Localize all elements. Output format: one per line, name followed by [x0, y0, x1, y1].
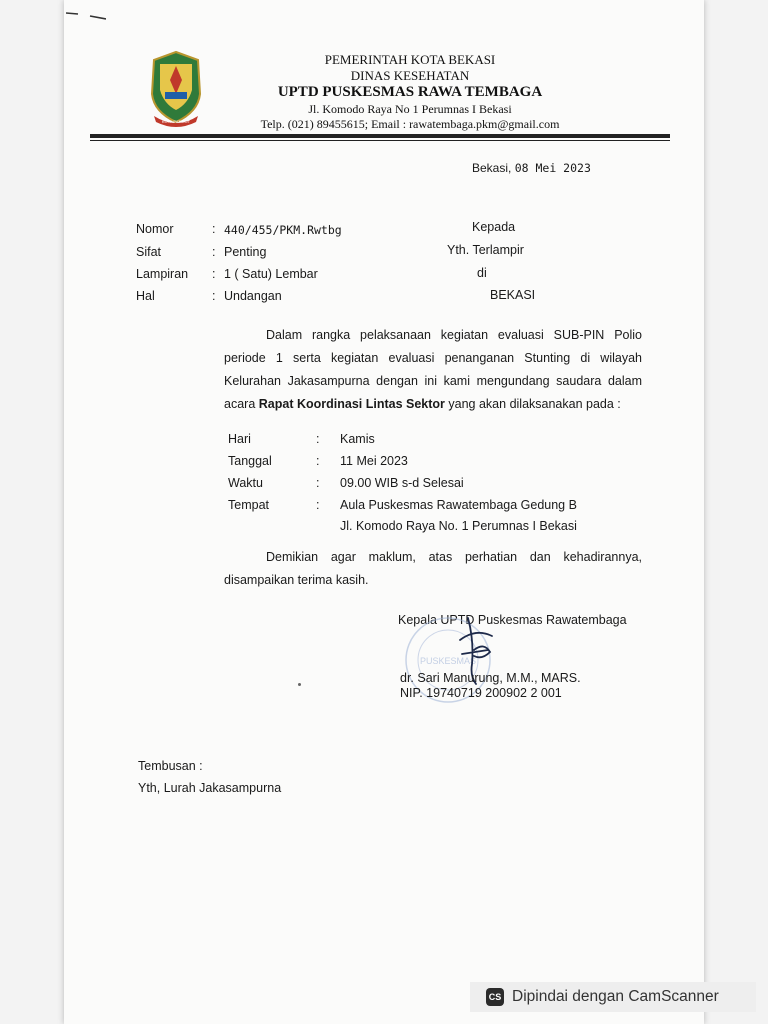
letter-date: [472, 161, 591, 175]
scan-mark: [66, 10, 106, 20]
meta-sep: :: [212, 245, 216, 259]
meta-key: Lampiran: [136, 267, 189, 281]
meta-sep: :: [212, 222, 216, 236]
letterhead-government: PEMERINTAH KOTA BEKASI: [324, 52, 496, 67]
meta-value: Undangan: [224, 289, 282, 303]
letterhead-institution: UPTD PUSKESMAS RAWA TEMBAGA: [277, 84, 543, 100]
detail-value: 11 Mei 2023: [340, 454, 408, 468]
meta-key: Nomor: [136, 222, 174, 236]
detail-key: Hari: [228, 432, 251, 446]
event-name: Rapat Koordinasi Lintas Sektor: [258, 397, 445, 411]
scan-speck: [298, 683, 301, 686]
signatory-name: dr. Sari Manurung, M.M., MARS.: [400, 671, 581, 685]
recipient-at: di: [477, 266, 487, 280]
body-paragraph: [224, 324, 642, 416]
detail-sep: :: [316, 498, 320, 512]
detail-value: Jl. Komodo Raya No. 1 Perumnas I Bekasi: [340, 519, 577, 533]
meta-key: Hal: [136, 289, 155, 303]
carbon-copy: [138, 755, 281, 799]
letterhead-rule: [90, 134, 670, 138]
detail-key: Waktu: [228, 476, 263, 490]
letterhead-contact: Telp. (021) 89455615; Email : rawatembaga.pkm@gmail.com: [260, 117, 560, 131]
recipient-to: Kepada: [472, 220, 516, 234]
letterhead-department: DINAS KESEHATAN: [350, 68, 470, 83]
scan-background-left: [0, 0, 64, 1024]
detail-key: Tempat: [228, 498, 269, 512]
detail-value: Kamis: [340, 432, 375, 446]
meta-value: 1 ( Satu) Lembar: [224, 267, 318, 281]
closing-paragraph: Demikian agar maklum, atas perhatian dan kehadirannya, disampaikan terima kasih.: [224, 550, 642, 587]
detail-key: Tanggal: [228, 454, 272, 468]
detail-sep: :: [316, 432, 320, 446]
detail-value: Aula Puskesmas Rawatembaga Gedung B: [340, 498, 577, 512]
date-place: Bekasi,: [472, 161, 512, 175]
svg-text:PUSKESMAS: PUSKESMAS: [419, 656, 477, 666]
letterhead: [230, 52, 590, 132]
recipient-name: Yth. Terlampir: [447, 243, 524, 257]
cc-label: Tembusan :: [138, 759, 203, 773]
meta-value: Penting: [224, 245, 267, 259]
camscanner-icon: CS: [486, 988, 504, 1006]
cc-item: Yth, Lurah Jakasampurna: [138, 781, 282, 795]
detail-sep: :: [316, 476, 320, 490]
meta-key: Sifat: [136, 245, 162, 259]
letter-page: [64, 0, 704, 1024]
signatory-nip: NIP. 19740719 200902 2 001: [400, 686, 562, 700]
detail-sep: :: [316, 454, 320, 468]
date-value: 08 Mei 2023: [514, 161, 591, 175]
letterhead-rule-thin: [90, 140, 670, 141]
scan-background-right: [704, 0, 768, 1024]
signatory-title: Kepala UPTD Puskesmas Rawatembaga: [398, 613, 627, 627]
meta-value: 440/455/PKM.Rwtbg: [224, 223, 342, 237]
body-text: Dalam rangka pelaksanaan kegiatan evaluasi SUB-PIN Polio periode 1 serta kegiatan evaluasi penanganan Stunting di wilayah Kelurahan Jakasampurna dengan ini kami mengundang saudara dalam acara: [224, 328, 642, 411]
svg-text:KOTA PATRIOT: KOTA PATRIOT: [161, 119, 191, 124]
letterhead-address: Jl. Komodo Raya No 1 Perumnas I Bekasi: [308, 102, 512, 116]
camscanner-watermark: [470, 982, 756, 1012]
body-text: yang akan dilaksanakan pada :: [448, 397, 621, 411]
detail-value: 09.00 WIB s-d Selesai: [340, 476, 464, 490]
camscanner-label: Dipindai dengan CamScanner: [512, 988, 719, 1005]
recipient-city: BEKASI: [490, 288, 536, 302]
bekasi-city-emblem-icon: [148, 50, 204, 128]
meta-sep: :: [212, 267, 216, 281]
meta-sep: :: [212, 289, 216, 303]
